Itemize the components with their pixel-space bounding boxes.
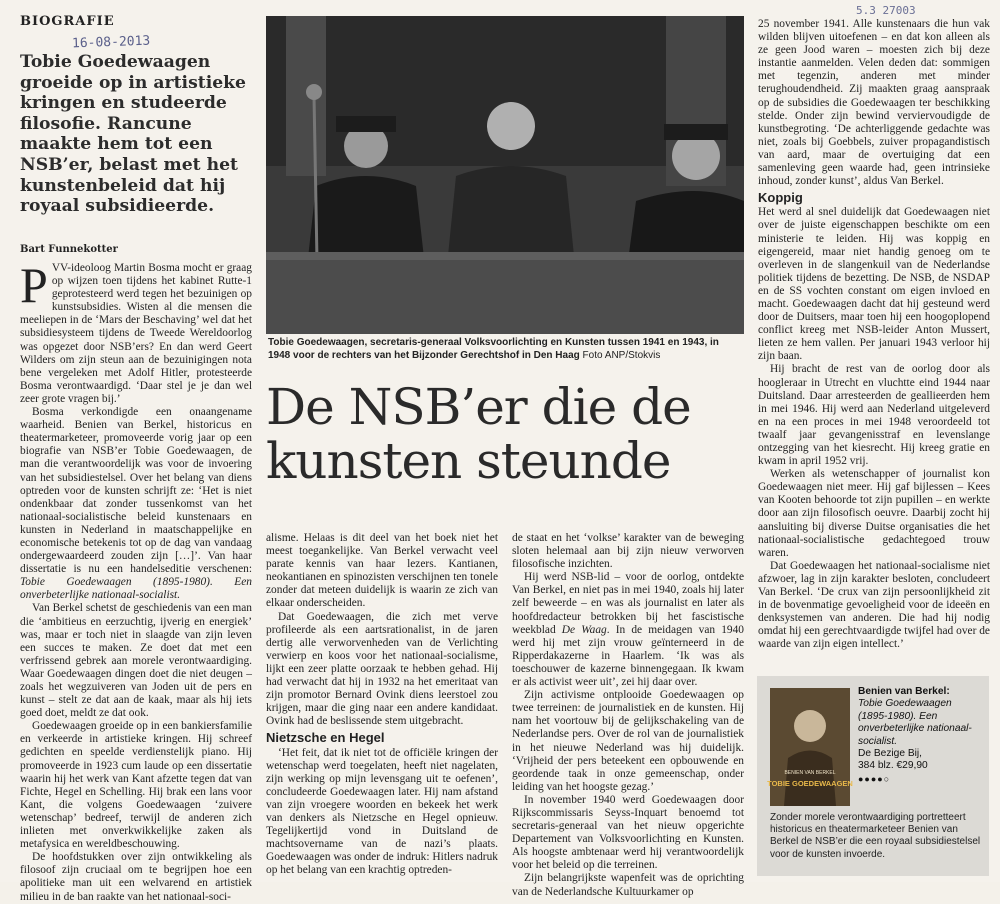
book-publisher: De Bezige Bij, xyxy=(858,748,922,760)
paragraph: Dat Goedewaagen het nationaal-socialisme niet afzwoer, lag in zijn karakter besloten, concludeert Van Berkel. ‘De crux van zijn persoonlijkheid zit in de bovenmatige gevoeligheid voor de ideeën en denksystemen van anderen. Die had hij nodig omdat hij een gerechtvaardigde twijfel had over de waarde van zijn eigen intellect.’ xyxy=(758,559,990,651)
paragraph: Werken als wetenschapper of journalist kon Goedewaagen niet meer. Hij gaf bijlessen – Kees van Kooten behoorde tot zijn pupillen – en werkte door aan zijn filosofisch oeuvre. Daarbij zocht hij aansluiting bij diverse Duitse organisaties die het nationaal-socialistische gedachtegoed trouw waren. xyxy=(758,468,990,559)
lead-paragraph: Tobie Goedewaagen groeide op in artistieke kringen en studeerde filosofie. Rancune maakte hem tot een NSB’er, belast met het kunstenbeleid dat hij royaal subsidieerde. xyxy=(20,52,246,217)
subheading: Koppig xyxy=(758,190,803,206)
paragraph: de staat en het ‘volkse’ karakter van de beweging sloten helemaal aan bij zijn nieuw verworven filosofische inzichten. xyxy=(512,532,744,571)
article-column-2 xyxy=(266,532,498,877)
paragraph: Zijn belangrijkste wapenfeit was de oprichting van de Nederlandsche Kultuurkamer op xyxy=(512,872,744,898)
paragraph: Zijn activisme ontplooide Goedewaagen op twee terreinen: de journalistiek en de kunsten. Hij nam het voortouw bij de gelijkschakeling van de Nederlandse pers. Over de rol van de journalistiek in het nieuwe Nederland was hij duidelijk. ‘Vrijheid der pers beteekent een opbouwende en geordende taak in onze gemeenschap, onder leiding van het hoogste gezag.’ xyxy=(512,689,744,793)
drop-cap: P xyxy=(20,257,48,313)
paragraph: ‘Het feit, dat ik niet tot de officiële kringen der wetenschap werd toegelaten, heeft niet nagelaten, zijn werking op mijn levensgang uit te oefenen’, concludeerde Goedewaagen later. Hij nam afstand van zijn vroegere woorden en bekeek het werk van denkers als Nietzsche en Hegel opnieuw. Tegelijkertijd vond in Duitsland de machtsovername van de nazi’s plaats. Goedewaagen was onder de indruk: Hitlers nadruk op het belang van een krachtig optreden- xyxy=(266,746,498,877)
paragraph-end: . In de meidagen van 1940 werd hij met zijn vrouw geïnterneerd in de Ripperdakazerne in Haarlem. ‘Ik was als toeschouwer de kazerne binnengegaan. Ik kwam er als activist weer uit’, zei hij daar over. xyxy=(512,623,744,689)
book-title-inline: Tobie Goedewaagen (1895-1980). Een onverbeterlijke nationaal-socialist. xyxy=(20,576,252,602)
paragraph: 25 november 1941. Alle kunstenaars die hun vak wilden blijven uitoefenen – en dat kon alleen als ze geen Jood waren – moesten zich bij deze instantie aanmelden. Velen deden dat: sommigen met tegenzin, anderen met minder terughoudendheid. Zij maakten graag aanspraak op de subsidies die Goedewaagen ter beschikking stelde. Onder zijn bewind verviervoudigde de kunstbegroting. ‘De achterliggende gedachte was niet, zoals bij Goebbels, zuiver propagandistisch van aard, maar de overtuiging dat een samenleving geen waarde had, geen intrinsieke inhoud, zonder kunst’, aldus Van Berkel. xyxy=(758,18,990,188)
rating-dots: ●●●●○ xyxy=(858,773,891,784)
book-title: Tobie Goedewaagen (1895-1980). Een onverbeterlijke nationaal-socialist. xyxy=(858,698,972,747)
cover-title: TOBIE GOEDEWAAGEN xyxy=(767,779,853,788)
book-cover xyxy=(767,688,853,806)
book-details xyxy=(858,686,983,785)
paragraph: Het werd al snel duidelijk dat Goedewaagen niet over de juiste eigenschappen beschikte om een ministerie te leiden. Hij was koppig en eigengereid, maar niet handig genoeg om te overleven in de slangenkuil van de Nederlandse politiek tijdens de bezetting. De NSB, de NSDAP en de SS vochten constant om eigen invloed en macht. Goedewaagen dacht dat hij gesteund werd door de Duitsers, maar toen hij een hoogoplopend conflict kreeg met NSB-leider Anton Mussert, lieten ze hem vallen. Per januari 1943 verloor hij zijn baan. xyxy=(758,206,990,363)
paragraph: Bosma verkondigde een onaangename waarheid. Benien van Berkel, historicus en theatermarketeer, promoveerde vorig jaar op een biografie van NSB’er Tobie Goedewaagen, de man die verantwoordelijk was voor de invoering van het subsidiestelsel. Over het belang van diens optreden voor de kunsten schrijft ze: ‘Het is niet ondenkbaar dat zonder tussenkomst van het nationaal-socialistische beleid kunstenaars en kunsten in Nederland in maatschappelijke en economische betekenis tot op de dag van vandaag ondergewaardeerd zouden zijn […]’. Van haar dissertatie is nu een handelseditie verschenen: xyxy=(20,406,252,576)
book-pages-price: 384 blz. €29,90 xyxy=(858,760,928,772)
paragraph: Hij bracht de rest van de oorlog door als hoogleraar in Utrecht en vluchtte eind 1944 naar Duitsland. Daar arresteerden de geallieerden hem in mei 1946. Hij werd aan Nederland uitgeleverd en na een proces in mei 1948 veroordeeld tot twaalf jaar gevangenisstraf en levenslange ontzegging van het kiesrecht. Hij kreeg gratie en kwam in april 1952 vrij. xyxy=(758,363,990,468)
book-caption: Zonder morele verontwaardiging portretteert historicus en theatermarketeer Benien van Berkel de NSB’er die een royaal subsidiestelsel voor de kunsten invoerde. xyxy=(770,812,981,860)
paragraph: In november 1940 werd Goedewaagen door Rijkscommissaris Seyss-Inquart benoemd tot secretaris-generaal van het nieuw opgerichte Departement van Volksvoorlichting en Kunsten. Als hoogste ambtenaar werd hij verantwoordelijk voor het beleid op die terreinen. xyxy=(512,793,744,872)
book-cover-art xyxy=(767,688,853,806)
article-column-3 xyxy=(512,532,744,898)
byline: Bart Funnekotter xyxy=(20,244,118,255)
article-column-4 xyxy=(758,18,990,670)
paragraph: Hij werd NSB-lid – voor de oorlog, ontdekte Van Berkel, en niet pas in mei 1940, zoals hij later zelf beweerde – en was als journalist en later als hoofdredacteur betrokken bij het fascistische weekblad xyxy=(512,571,744,636)
paragraph: alisme. Helaas is dit deel van het boek niet het meest toegankelijke. Van Berkel verwacht veel parate kennis van haar lezers. Kantianen, neokantianen en spinozisten verschijnen ten tonele zonder dat meteen duidelijk is waarin ze zich van elkaar onderscheiden. xyxy=(266,532,498,610)
article-column-1 xyxy=(20,257,252,903)
paragraph: Dat Goedewaagen, die zich met verve profileerde als een aartsrationalist, in de jaren dertig alle verworvenheden van de Verlichting verwierp en koos voor het nationaal-socialisme, lijkt een zeer platte oorzaak te hebben gehad. Hij had verwacht dat hij in 1932 na het emeritaat van zijn promotor Bernard Ovink diens leerstoel zou krijgen, maar die ging naar een andere kandidaat. Ovink had de beslissende stem uitgebracht. xyxy=(266,610,498,728)
paragraph: Van Berkel schetst de geschiedenis van een man die ‘ambitieus en eerzuchtig, ijverig en energiek’ was, maar er toch niet in slaagde van zijn leven een succes te maken. Ze doet dat met een verfrissend gebrek aan morele verontwaardiging. Waar Goedewaagen dingen doet die niet deugen – zoals het wegzuiveren van Joden uit de pers en kunst – stelt ze dat aan de kaak, maar als hij iets goed doet, meldt ze dat ook. xyxy=(20,602,252,720)
handwritten-date: 16-08-2013 xyxy=(71,33,151,52)
cover-author: BENIEN VAN BERKEL xyxy=(784,770,836,776)
photo-caption xyxy=(268,337,742,362)
caption-text: Tobie Goedewaagen, secretaris-generaal Volksvoorlichting en Kunsten tussen 1941 en 1943, in 1948 voor de rechters van het Bijzonder Gerechtshof in Den Haag xyxy=(268,337,719,361)
paragraph: VV-ideoloog Martin Bosma mocht er graag op wijzen toen tijdens het kabinet Rutte-1 geprotesteerd werd tegen het bezuinigen op kunstsubsidies. Wisten al die mensen die meeliepen in de ‘Mars der Beschaving’ wel dat het subsidiesysteem tijdens de Tweede Wereldoorlog was opgezet door NSB’ers? En dan werd Geert Wilders om zijn steun aan de bezuinigingen nota bene vergeleken met Adolf Hitler, protesteerde Bosma verontwaardigd. ‘Daar stel je je dan wel zeer grote vragen bij.’ xyxy=(20,262,252,405)
section-label: BIOGRAFIE xyxy=(20,14,115,29)
photo-illustration xyxy=(266,16,744,334)
courtroom-photo xyxy=(266,16,744,334)
headline: De NSB’er die de kunsten steunde xyxy=(266,378,691,490)
paragraph: De hoofdstukken over zijn ontwikkeling als filosoof zijn cruciaal om te begrijpen hoe een apolitieke man uit een welvarend en artistiek milieu in de ban raakte van het nationaal-soci- xyxy=(20,851,252,903)
subheading: Nietzsche en Hegel xyxy=(266,730,385,746)
magazine-title-inline: De Waag xyxy=(561,623,607,636)
paragraph: Goedewaagen groeide op in een bankiersfamilie en verkeerde in artistieke kringen. Hij schreef gedichten en speelde verdienstelijk piano. Hij promoveerde in 1923 cum laude op een dissertatie waarin hij het werk van Kant afzette tegen dat van Fichte, Hegel en Schelling. Hij brak een lans voor Kant, die volgens Goedewaagen ‘zuivere wetenschap’ bedreef, terwijl de anderen zich inlieten met onverkwikkelijke zaken als metafysica en wereldbeschouwing. xyxy=(20,720,252,851)
photo-credit: Foto ANP/Stokvis xyxy=(582,349,661,361)
book-author: Benien van Berkel: xyxy=(858,686,950,697)
handwritten-corner-note: 5.3 27003 xyxy=(856,4,916,17)
